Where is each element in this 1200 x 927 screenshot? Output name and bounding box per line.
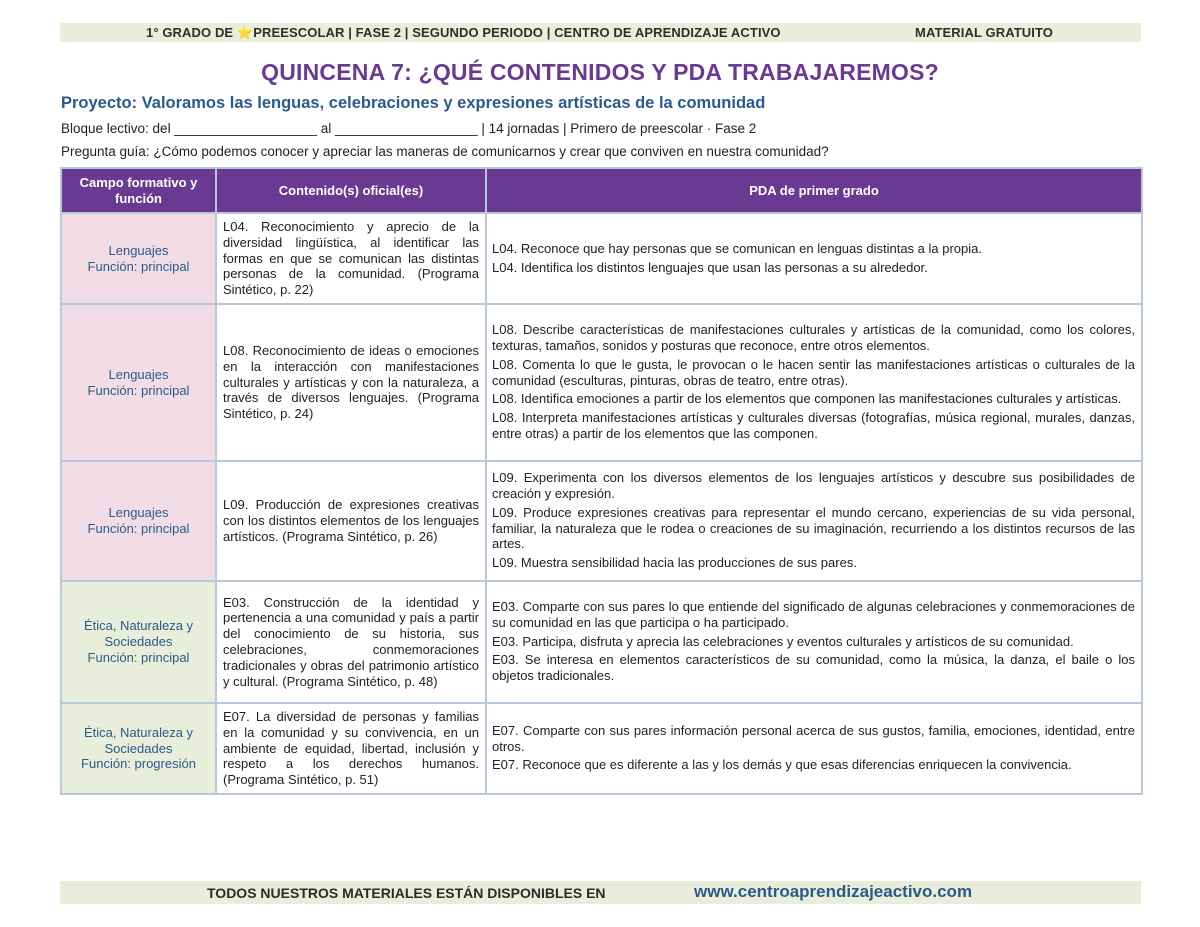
page-title: QUINCENA 7: ¿QUÉ CONTENIDOS Y PDA TRABAJAREMOS? — [261, 59, 939, 85]
banner-grade-text: 1° GRADO DE — [146, 24, 237, 40]
campo-name: Lenguajes — [108, 505, 169, 521]
campo-cell — [61, 213, 216, 304]
campo-cell — [61, 461, 216, 581]
contenido-cell: E03. Construcción de la identidad y pertenencia a una comunidad y país a partir del conocimiento de su historia, sus celebraciones, conmemoraciones tradicionales y obras del patrimonio artístico y cultural. (Programa Sintético, p. 48) — [216, 581, 486, 703]
table-row — [61, 304, 1142, 461]
table-header-row — [61, 168, 1142, 213]
footer-text: TODOS NUESTROS MATERIALES ESTÁN DISPONIBLES EN — [207, 885, 606, 901]
campo-cell — [61, 703, 216, 794]
pda-item: E07. Reconoce que es diferente a las y los demás y que esas diferencias enriquecen la convivencia. — [492, 757, 1072, 773]
table-row — [61, 581, 1142, 703]
header-pda: PDA de primer grado — [486, 168, 1142, 213]
top-banner — [60, 23, 1141, 42]
pregunta-guia: Pregunta guía: ¿Cómo podemos conocer y apreciar las maneras de comunicarnos y crear que conviven en nuestra comunidad? — [61, 144, 829, 159]
campo-function: Función: principal — [87, 258, 190, 274]
pda-item: E03. Se interesa en elementos característicos de su comunidad, como la música, la danza, el baile o los objetos tradicionales. — [492, 652, 1135, 684]
pda-item: E03. Participa, disfruta y aprecia las celebraciones y eventos culturales y artísticos de su comunidad. — [492, 633, 1074, 649]
banner-right: MATERIAL GRATUITO — [915, 25, 1053, 40]
campo-name: Ética, Naturaleza y — [83, 618, 194, 634]
campo-name: Lenguajes — [108, 366, 169, 382]
pda-cell — [486, 581, 1142, 703]
star-icon: ⭐ — [236, 24, 254, 40]
bloque-lectivo: Bloque lectivo: del ___________________ al ___________________ | 14 jornadas | Primero de preescolar · Fase 2 — [61, 121, 757, 136]
project-title: Proyecto: Valoramos las lenguas, celebraciones y expresiones artísticas de la comunidad — [61, 94, 766, 112]
campo-function: Función: principal — [87, 649, 190, 665]
pda-item: L09. Experimenta con los diversos elementos de los lenguajes artísticos y descubre sus posibilidades de creación y expresión. — [492, 470, 1135, 501]
pda-item: L08. Identifica emociones a partir de los elementos que componen las manifestaciones culturales y artísticas. — [492, 391, 1122, 407]
campo-function: Función: principal — [87, 521, 190, 536]
pda-item: E07. Comparte con sus pares información personal acerca de sus gustos, familia, emociones, identidad, entre otros. — [492, 722, 1135, 754]
campo-name: Lenguajes — [108, 242, 169, 258]
campo-name-cont: Sociedades — [104, 740, 173, 756]
contenido-cell: L08. Reconocimiento de ideas o emociones en la interacción con manifestaciones culturales y artísticas y con la naturaleza, a través de diversos lenguajes. (Programa Sintético, p. 24) — [216, 304, 486, 461]
header-campo: Campo formativo y función — [61, 168, 216, 213]
pda-item: E03. Comparte con sus pares lo que entiende del significado de algunas celebraciones y conmemoraciones de su comunidad en las que participa o ha participado. — [492, 599, 1135, 630]
campo-cell — [61, 581, 216, 703]
pda-item: L08. Interpreta manifestaciones artísticas y culturales diversas (fotografías, música regional, murales, danzas, entre otras) a partir de los elementos que las componen. — [492, 410, 1135, 441]
pda-cell — [486, 703, 1142, 794]
campo-function: Función: progresión — [81, 756, 196, 772]
pda-item: L04. Identifica los distintos lenguajes que usan las personas a su alrededor. — [492, 259, 928, 275]
pda-item: L08. Comenta lo que le gusta, le provocan o le hacen sentir las manifestaciones artísticas o culturales de la comunidad (esculturas, pinturas, obras de teatro, entre otras). — [492, 356, 1135, 388]
campo-cell — [61, 304, 216, 461]
table-row — [61, 213, 1142, 304]
contenido-cell: E07. La diversidad de personas y familias en la comunidad y su convivencia, en un ambiente de equidad, libertad, inclusión y respeto a los derechos humanos. (Programa Sintético, p. 51) — [216, 703, 486, 794]
pda-cell — [486, 304, 1142, 461]
pda-item: L04. Reconoce que hay personas que se comunican en lenguas distintas a la propia. — [492, 240, 982, 256]
pda-cell — [486, 461, 1142, 581]
banner-left — [146, 25, 781, 41]
footer-banner — [60, 881, 1141, 904]
campo-function: Función: principal — [87, 382, 190, 398]
pda-cell — [486, 213, 1142, 304]
pda-item: L09. Produce expresiones creativas para representar el mundo cercano, experiencias de su vida personal, familiar, la naturaleza que le rodea o creaciones de su imaginación, recurriendo a los distintos recursos de las artes. — [492, 504, 1135, 552]
footer-website-link[interactable]: www.centroaprendizajeactivo.com — [694, 882, 973, 901]
contenido-cell: L04. Reconocimiento y aprecio de la diversidad lingüística, al identificar las formas en que se comunican las distintas personas de la comunidad. (Programa Sintético, p. 22) — [216, 213, 486, 304]
contenido-cell: L09. Producción de expresiones creativas con los distintos elementos de los lenguajes artísticos. (Programa Sintético, p. 26) — [216, 461, 486, 581]
pda-item: L09. Muestra sensibilidad hacia las producciones de sus pares. — [492, 555, 857, 571]
header-contenido: Contenido(s) oficial(es) — [216, 168, 486, 213]
campo-name: Ética, Naturaleza y — [83, 724, 194, 740]
campo-name-cont: Sociedades — [104, 634, 173, 650]
contents-table — [60, 167, 1143, 795]
table-row — [61, 703, 1142, 794]
banner-info-text: PREESCOLAR | FASE 2 | SEGUNDO PERIODO | CENTRO DE APRENDIZAJE ACTIVO — [253, 24, 781, 40]
table-row — [61, 461, 1142, 581]
pda-item: L08. Describe características de manifestaciones culturales y artísticas de la comunidad, como los colores, texturas, tamaños, sonidos y posturas que reconoce, entre otros elementos. — [492, 322, 1135, 353]
